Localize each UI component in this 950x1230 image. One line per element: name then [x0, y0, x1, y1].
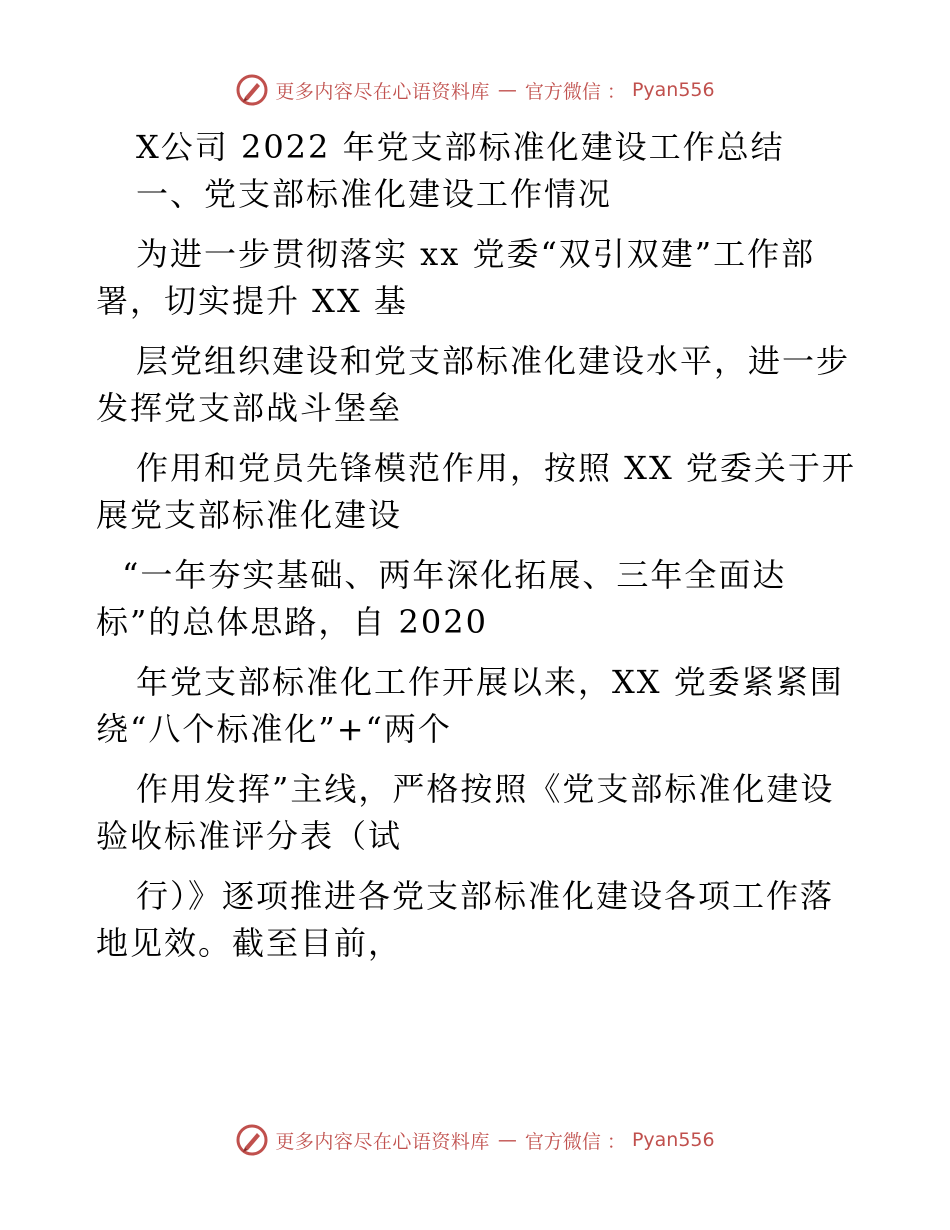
watermark-wechat-label: 官方微信	[524, 80, 601, 103]
paragraph-line: 展党支部标准化建设	[96, 496, 403, 534]
watermark-wechat-id: Pyan556	[631, 1129, 715, 1151]
watermark-footer	[0, 1120, 950, 1160]
paragraph-line: 行）》逐项推进各党支部标准化建设各项工作落	[136, 877, 835, 915]
watermark-dash: —	[497, 1129, 517, 1151]
document-title: X公司 2022 年党支部标准化建设工作总结	[136, 128, 785, 166]
paragraph-line: 层党组织建设和党支部标准化建设水平，进一步	[136, 342, 851, 380]
paragraph-line: 作用发挥”主线，严格按照《党支部标准化建设	[136, 770, 835, 808]
paragraph-line: 作用和党员先锋模范作用，按照 XX 党委关于开	[136, 449, 856, 487]
paragraph-line: 绕“八个标准化”+“两个	[96, 710, 452, 748]
paragraph-line: 年党支部标准化工作开展以来，XX 党委紧紧围	[136, 663, 844, 701]
paragraph-line: 地见效。截至目前，	[96, 924, 403, 962]
watermark-text: 更多内容尽在心语资料库	[275, 80, 490, 103]
document-body	[96, 124, 856, 967]
paragraph-line: 标”的总体思路，自 2020	[96, 603, 488, 641]
watermark-separator: ：	[606, 80, 626, 103]
watermark-wechat-id: Pyan556	[631, 79, 715, 101]
paragraph-line: “一年夯实基础、两年深化拓展、三年全面达	[122, 556, 787, 594]
pen-circle-logo-icon	[235, 1123, 269, 1157]
paragraph-line: 验收标准评分表（试	[96, 817, 403, 855]
watermark-separator: ：	[606, 1130, 626, 1153]
watermark-text: 更多内容尽在心语资料库	[275, 1130, 490, 1153]
paragraph-line: 为进一步贯彻落实 xx 党委“双引双建”工作部	[136, 235, 816, 273]
paragraph-line: 发挥党支部战斗堡垒	[96, 389, 403, 427]
watermark-header	[0, 70, 950, 110]
watermark-wechat-label: 官方微信	[524, 1130, 601, 1153]
watermark-dash: —	[497, 79, 517, 101]
paragraph-line: 署，切实提升 XX 基	[96, 282, 408, 320]
pen-circle-logo-icon	[235, 73, 269, 107]
section-heading: 一、党支部标准化建设工作情况	[136, 175, 613, 213]
